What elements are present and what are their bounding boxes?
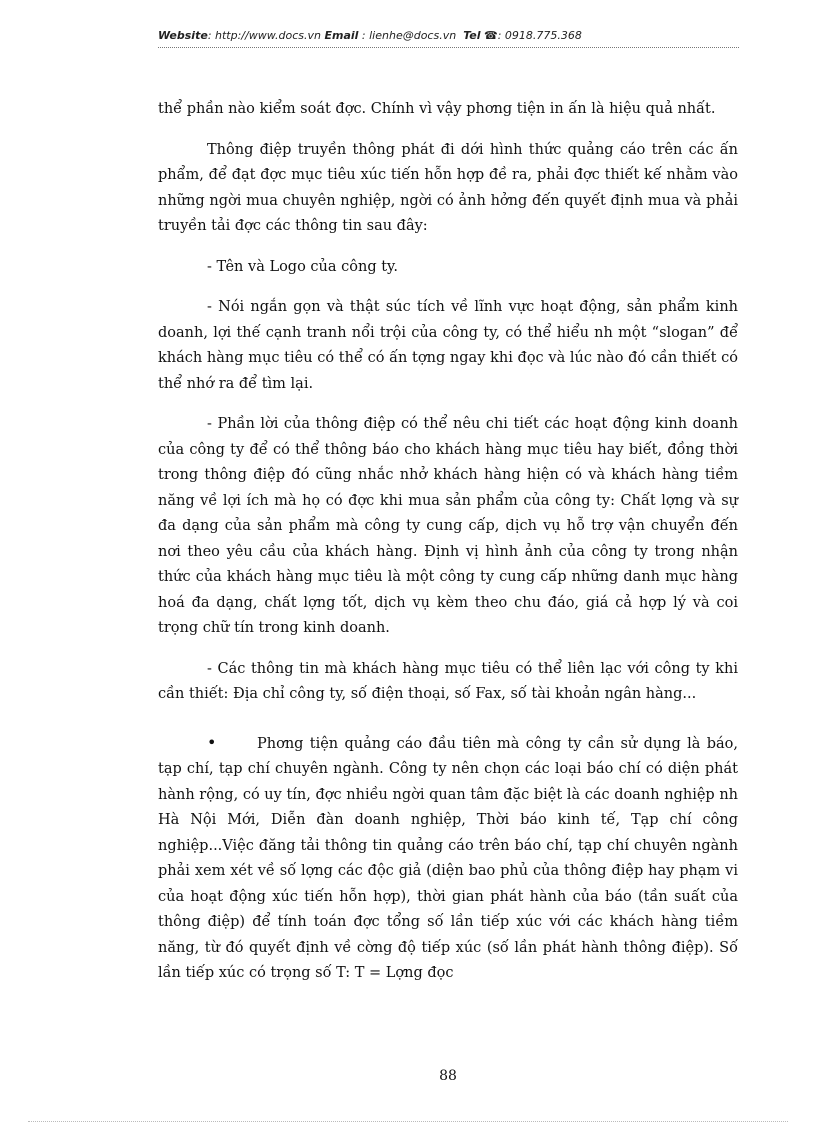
- tel-label: Tel: [463, 29, 481, 42]
- page-number: 88: [439, 1068, 457, 1084]
- paragraph-name-logo: - Tên và Logo của công ty.: [207, 258, 398, 275]
- paragraph-slogan: - Nói ngắn gọn và thật súc tích về lĩnh vực hoạt động, sản phẩm kinh doanh, lợi thế cạnh tranh nổi trội của công ty, có thể hiểu nh một “slogan” để khách hàng mục tiêu có thể có ấn tợng ngay khi đọc và lúc nào đó cần thiết có thể nhớ ra để tìm lại.: [158, 299, 738, 392]
- email-value: : lienhe@docs.vn: [358, 29, 457, 42]
- document-body: [158, 97, 738, 987]
- paragraph-message-intro: Thông điệp truyền thông phát đi dới hình thức quảng cáo trên các ấn phẩm, để đạt đợc mục tiêu xúc tiến hỗn hợp đề ra, phải đợc thiết kế nhằm vào những ngời mua chuyên nghiệp, ngời có ảnh hởng đến quyết định mua và phải truyền tải đợc các thông tin sau đây:: [158, 141, 738, 234]
- page-header: [158, 29, 738, 42]
- website-label: Website: [158, 29, 208, 42]
- bullet-icon: •: [207, 732, 217, 752]
- header-divider: [158, 47, 739, 48]
- website-value: : http://www.docs.vn: [207, 29, 321, 42]
- bullet-paragraph: [158, 730, 738, 987]
- footer-divider: [28, 1121, 788, 1122]
- bullet-text: Phơng tiện quảng cáo đầu tiên mà công ty cần sử dụng là báo, tạp chí, tạp chí chuyên ngành. Công ty nên chọn các loại báo chí có diện phát hành rộng, có uy tín, đợc nhiều ngời quan tâm đặc biệt là các doanh nghiệp nh Hà Nội Mới, Diễn đàn doanh nghiệp, Thời báo kinh tế, Tạp chí công nghiệp...Việc đăng tải thông tin quảng cáo trên báo chí, tạp chí chuyên ngành phải xem xét về số lợng các độc giả (diện bao phủ của thông điệp hay phạm vi của hoạt động xúc tiến hỗn hợp), thời gian phát hành của báo (tần suất của thông điệp) để tính toán đợc tổng số lần tiếp xúc với các khách hàng tiềm năng, từ đó quyết định về cờng độ tiếp xúc (số lần phát hành thông điệp). Số lần tiếp xúc có trọng số T: T = Lợng đọc: [158, 735, 738, 981]
- paragraph-message-body: - Phần lời của thông điệp có thể nêu chi tiết các hoạt động kinh doanh của công ty để có thể thông báo cho khách hàng mục tiêu hay biết, đồng thời trong thông điệp đó cũng nhắc nhở khách hàng hiện có và khách hàng tiềm năng về lợi ích mà họ có đợc khi mua sản phẩm của công ty: Chất lợng và sự đa dạng của sản phẩm mà công ty cung cấp, dịch vụ hỗ trợ vận chuyển đến nơi theo yêu cầu của khách hàng. Định vị hình ảnh của công ty trong nhận thức của khách hàng mục tiêu là một công ty cung cấp những danh mục hàng hoá đa dạng, chất lợng tốt, dịch vụ kèm theo chu đáo, giá cả hợp lý và coi trọng chữ tín trong kinh doanh.: [158, 416, 738, 636]
- paragraph-continuation: thể phần nào kiểm soát đợc. Chính vì vậy phơng tiện in ấn là hiệu quả nhất.: [158, 101, 716, 117]
- email-label: Email: [324, 29, 359, 42]
- tel-value: : 0918.775.368: [497, 29, 582, 42]
- paragraph-contact-info: - Các thông tin mà khách hàng mục tiêu có thể liên lạc với công ty khi cần thiết: Địa chỉ công ty, số điện thoại, số Fax, số tài khoản ngân hàng...: [158, 660, 738, 702]
- phone-icon: ☎: [484, 29, 498, 42]
